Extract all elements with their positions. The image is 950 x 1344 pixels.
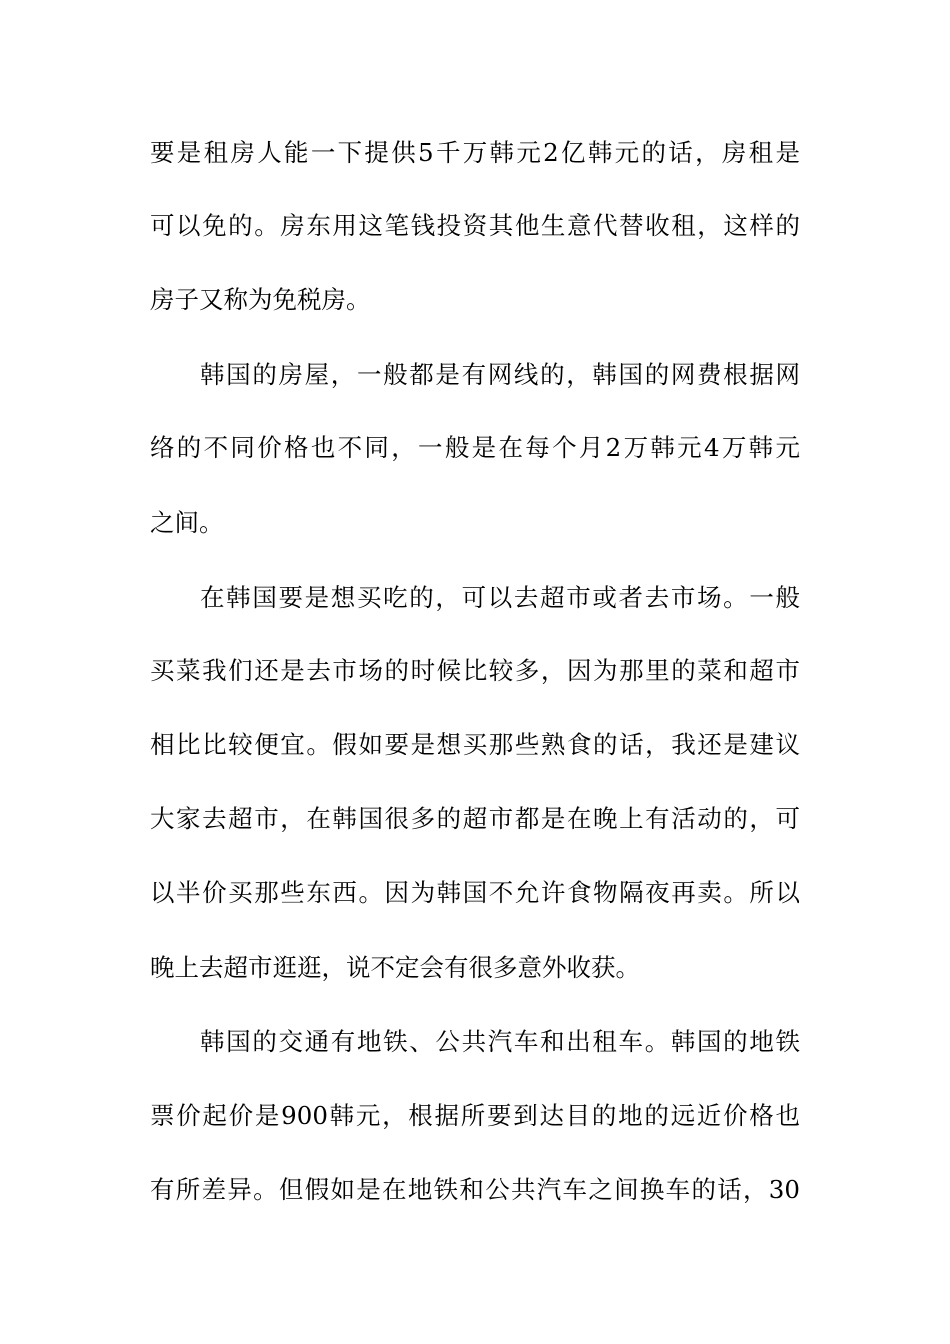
text-line-2: 可以免的。房东用这笔钱投资其他生意代替收租，这样的 — [150, 211, 800, 240]
text-line-12: 晚上去超市逛逛，说不定会有很多意外收获。 — [150, 953, 640, 982]
text-line-7: 在韩国要是想买吃的，可以去超市或者去市场。一般 — [200, 583, 800, 612]
text-line-9: 相比比较便宜。假如要是想买那些熟食的话，我还是建议 — [150, 730, 800, 759]
text-line-11: 以半价买那些东西。因为韩国不允许食物隔夜再卖。所以 — [150, 878, 800, 907]
text-line-4: 韩国的房屋，一般都是有网线的，韩国的网费根据网 — [200, 360, 800, 389]
text-line-3: 房子又称为免税房。 — [150, 285, 371, 314]
text-line-6: 之间。 — [150, 508, 224, 537]
text-line-15: 有所差异。但假如是在地铁和公共汽车之间换车的话，30 — [150, 1175, 800, 1204]
text-line-14: 票价起价是900韩元，根据所要到达目的地的远近价格也 — [150, 1101, 800, 1130]
text-line-5: 络的不同价格也不同，一般是在每个月2万韩元4万韩元 — [150, 433, 800, 462]
text-line-10: 大家去超市，在韩国很多的超市都是在晚上有活动的，可 — [150, 804, 800, 833]
text-line-1: 要是租房人能一下提供5千万韩元2亿韩元的话，房租是 — [150, 138, 800, 167]
text-line-8: 买菜我们还是去市场的时候比较多，因为那里的菜和超市 — [150, 656, 800, 685]
text-line-13: 韩国的交通有地铁、公共汽车和出租车。韩国的地铁 — [200, 1027, 800, 1056]
